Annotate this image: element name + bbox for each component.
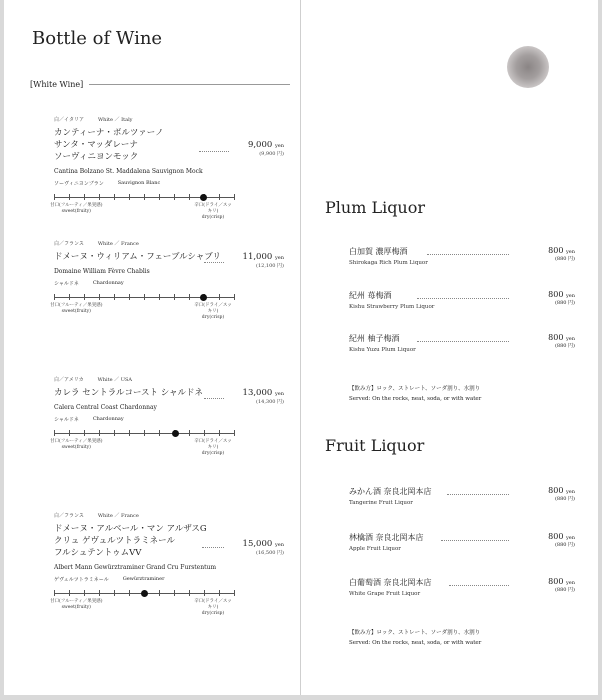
scale-tick [84,590,85,596]
wine-origin-en: White ／ USA [97,377,133,383]
scale-tick [144,430,145,436]
scale-tick [159,294,160,300]
scale-label-sweet-en: sweet(fruity) [61,309,91,314]
scale-tick [174,590,175,596]
scale-label-sweet-en: sweet(fruity) [61,209,91,214]
scale-tick [174,194,175,200]
section-label: [White Wine] [30,80,84,89]
item-price: 800 yen (880 円) [548,246,575,262]
scale-tick [189,294,190,300]
item-name-jp: みかん酒 奈良北岡本店 [349,487,432,496]
serving-note: 【飲み方】ロック、ストレート、ソーダ割り、水割り Served: On the rocks, neat, soda, or with water [349,386,482,402]
scale-label-sweet-en: sweet(fruity) [61,445,91,450]
scale-tick [159,194,160,200]
scale-label-dry-jp: 辛口(ドライ／スッキリ) [194,203,232,214]
wine-origin-en: White ／ France [97,513,139,519]
left-page [4,0,301,695]
wine-price: 9,000 yen (9,900 円) [247,140,284,157]
ink-blot-decoration [507,46,549,88]
scale-tick [99,294,100,300]
leader-dots [199,151,229,152]
grape-jp: シャルドネ [54,417,79,423]
grape-jp: ソーヴィニヨンブラン [54,181,104,187]
scale-tick [114,430,115,436]
item-name-jp: 白加賀 濃厚梅酒 [349,247,408,256]
serving-note: 【飲み方】ロック、ストレート、ソーダ割り、水割り Served: On the rocks, neat, soda, or with water [349,630,482,646]
scale-tick [69,590,70,596]
wine-name-jp: ドメーヌ・アルベール・マン アルザスG クリュ ゲヴュルツトラミネール フルシュテントゥムVV [54,524,207,558]
scale-tick [54,194,55,200]
sweetness-marker [141,590,148,597]
item-name-en: Kishu Strawberry Plum Liquor [349,304,435,310]
sweetness-marker [200,194,207,201]
menu-item [349,486,589,506]
sweetness-marker [200,294,207,301]
item-name-en: Shirokaga Rich Plum Liquor [349,260,428,266]
item-name-jp: 紀州 柚子梅酒 [349,334,400,343]
item-name-en: Apple Fruit Liquor [349,546,401,552]
wine-item [50,116,294,221]
scale-tick [159,590,160,596]
grape-en: Gewürztraminer [122,576,165,582]
scale-tick [174,294,175,300]
leader-dots [441,540,509,541]
sweetness-marker [172,430,179,437]
scale-tick [54,590,55,596]
grape-jp: シャルドネ [54,281,79,287]
scale-label-dry-jp: 辛口(ドライ／スッキリ) [194,599,232,610]
item-name-jp: 白葡萄酒 奈良北岡本店 [349,578,432,587]
scale-label-sweet-jp: 甘口(フルーティ／果実感) [50,439,103,444]
scale-tick [204,590,205,596]
menu-item [349,532,589,552]
scale-tick [84,430,85,436]
wine-origin-jp: 白／フランス [54,241,84,247]
scale-label-dry-en: dry(crisp) [201,315,225,320]
scale-tick [159,430,160,436]
wine-item [50,376,294,457]
scale-tick [69,194,70,200]
leader-dots [417,341,509,342]
scale-label-dry-jp: 辛口(ドライ／スッキリ) [194,303,232,314]
menu-item [349,246,589,266]
scale-tick [114,294,115,300]
scale-tick [69,430,70,436]
menu-item [349,290,589,310]
grape-en: Sauvignon Blanc [117,180,161,186]
wine-price: 13,000 yen (14,300 円) [242,388,284,405]
scale-label-dry-jp: 辛口(ドライ／スッキリ) [194,439,232,450]
scale-tick [54,294,55,300]
plum-title: Plum Liquor [325,198,426,217]
scale-tick [234,294,235,300]
scale-tick [84,294,85,300]
scale-label-dry-en: dry(crisp) [201,451,225,456]
scale-tick [219,294,220,300]
sweetness-scale [50,427,234,457]
section-divider [89,84,290,85]
item-name-en: Kishu Yuzu Plum Liquor [349,347,416,353]
scale-tick [234,430,235,436]
sweetness-scale [50,587,234,617]
grape-jp: ゲヴュルツトラミネール [54,577,109,583]
scale-tick [69,294,70,300]
scale-tick [189,590,190,596]
leader-dots [447,494,509,495]
leader-dots [204,262,224,263]
wine-origin-jp: 白／フランス [54,513,84,519]
menu-item [349,577,589,597]
scale-tick [99,194,100,200]
scale-tick [129,194,130,200]
scale-tick [99,430,100,436]
scale-tick [234,590,235,596]
scale-label-dry-en: dry(crisp) [201,215,225,220]
scale-tick [204,430,205,436]
grape-en: Chardonnay [92,280,124,286]
scale-tick [114,194,115,200]
right-page [301,0,598,695]
wine-origin-jp: 白／アメリカ [54,377,84,383]
scale-label-sweet-jp: 甘口(フルーティ／果実感) [50,203,103,208]
scale-label-sweet-jp: 甘口(フルーティ／果実感) [50,599,103,604]
page-title: Bottle of Wine [32,28,163,49]
scale-tick [219,590,220,596]
wine-name-jp: ドメーヌ・ウィリアム・フェーブルシャブリ [54,252,221,262]
scale-label-sweet-jp: 甘口(フルーティ／果実感) [50,303,103,308]
wine-price: 11,000 yen (12,100 円) [242,252,284,269]
item-name-jp: 林檎酒 奈良北岡本店 [349,533,424,542]
sweetness-scale [50,191,234,221]
wine-origin-en: White ／ France [97,241,139,247]
scale-tick [144,294,145,300]
wine-name-jp: カンティーナ・ボルツァーノ サンタ・マッダレーナ ソーヴィニヨンモック [54,128,164,162]
item-price: 800 yen (880 円) [548,532,575,548]
wine-name-en: Cantina Bolzano St. Maddalena Sauvignon Mock [54,168,203,175]
leader-dots [204,398,224,399]
leader-dots [417,298,509,299]
menu-item [349,333,589,353]
item-price: 800 yen (880 円) [548,486,575,502]
leader-dots [202,547,224,548]
wine-name-jp: カレラ セントラルコースト シャルドネ [54,388,203,398]
scale-tick [234,194,235,200]
scale-tick [54,430,55,436]
wine-price: 15,000 yen (16,500 円) [242,539,284,556]
item-name-jp: 紀州 苺梅酒 [349,291,392,300]
section-heading [30,80,290,89]
grape-en: Chardonnay [92,416,124,422]
item-name-en: White Grape Fruit Liquor [349,591,421,597]
wine-origin-jp: 白／イタリア [54,117,85,123]
wine-name-en: Calera Central Coast Chardonnay [54,404,157,411]
scale-tick [84,194,85,200]
item-price: 800 yen (880 円) [548,577,575,593]
leader-dots [449,585,509,586]
wine-item [50,512,294,617]
scale-tick [219,430,220,436]
scale-label-dry-en: dry(crisp) [201,611,225,616]
scale-tick [129,590,130,596]
scale-tick [189,194,190,200]
scale-tick [189,430,190,436]
scale-tick [129,430,130,436]
wine-name-en: Domaine William Fèvre Chablis [54,268,150,275]
scale-tick [219,194,220,200]
scale-tick [114,590,115,596]
sweetness-scale [50,291,234,321]
fruit-title: Fruit Liquor [325,436,425,455]
wine-item [50,240,294,321]
wine-name-en: Albert Mann Gewürztraminer Grand Cru Furstentum [54,564,217,571]
scale-tick [99,590,100,596]
item-price: 800 yen (880 円) [548,290,575,306]
wine-origin-en: White ／ Italy [98,117,133,123]
scale-tick [144,194,145,200]
item-price: 800 yen (880 円) [548,333,575,349]
leader-dots [427,254,509,255]
scale-label-sweet-en: sweet(fruity) [61,605,91,610]
item-name-en: Tangerine Fruit Liquor [349,500,413,506]
scale-tick [129,294,130,300]
